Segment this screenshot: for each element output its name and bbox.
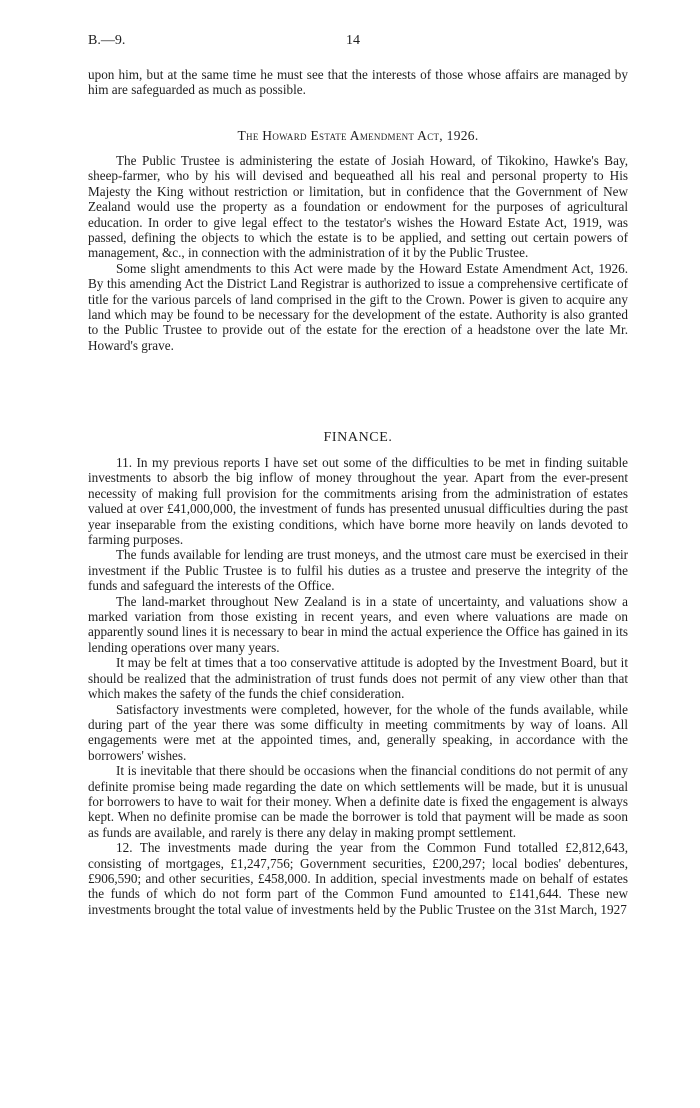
paragraph: It may be felt at times that a too conservative attitude is adopted by the Investment Board, but it should be realized that the administration of trust funds does not permit of any view other than that which makes the safety of the funds the chief consideration. [88,655,628,702]
paragraph: 12. The investments made during the year from the Common Fund totalled £2,812,643, consisting of mortgages, £1,247,756; Government securities, £200,297; local bodies' debentures, £906,590; and other securities, £458,000. In addition, special investments made on behalf of estates the funds of which do not form part of the Common Fund amounted to £141,644. These new investments brought the total value of investments held by the Public Trustee on the 31st March, 1927 [88,840,628,917]
howard-section-body [88,153,628,353]
document-code: B.—9. [88,33,126,48]
section-heading-finance: FINANCE. [323,430,393,445]
paragraph: 11. In my previous reports I have set out some of the difficulties to be met in finding suitable investments to absorb the big inflow of money throughout the year. Apart from the ever-present necessity of making full provision for the commitments arising from the administration of estates valued at over £41,000,000, the investment of funds has presented unusual difficulties during the past year inseparable from the existing conditions, which have borne more heavily on lands devoted to farming purposes. [88,455,628,548]
intro-text [88,67,628,98]
paragraph: Satisfactory investments were completed, however, for the whole of the funds available, while during part of the year there was some difficulty in meeting commitments by way of loans. All engagements were met at the appointed times, and, generally speaking, in accordance with the borrowers' wishes. [88,701,628,763]
page-header [88,33,628,51]
paragraph: The Public Trustee is administering the estate of Josiah Howard, of Tikokino, Hawke's Bay, sheep-farmer, who by his will devised and bequeathed all his real and personal property to His Majesty the King without restriction or limitation, but in confidence that the Government of New Zealand would use the property as a foundation or endowment for the purposes of agricultural education. In order to give legal effect to the testator's wishes the Howard Estate Act, 1919, was passed, defining the objects to which the estate is to be applied, and setting out certain powers of management, &c., in connection with the administration of it by the Public Trustee. [88,153,628,261]
paragraph: Some slight amendments to this Act were made by the Howard Estate Amendment Act, 1926. By this amending Act the District Land Registrar is authorized to issue a comprehensive certificate of title for the various parcels of land comprised in the gift to the Crown. Power is given to acquire any land which may be found to be necessary for the development of the estate. Authority is also granted to the Public Trustee to provide out of the estate for the erection of a headstone over the late Mr. Howard's grave. [88,260,628,353]
section-heading-howard: The Howard Estate Amendment Act, 1926. [237,128,479,143]
paragraph: The funds available for lending are trust moneys, and the utmost care must be exercised in their investment if the Public Trustee is to fulfil his duties as a trustee and preserve the integrity of the funds and safeguard the interests of the Office. [88,547,628,594]
paragraph: It is inevitable that there should be occasions when the financial conditions do not permit of any definite promise being made regarding the date on which settlements will be made, but it is unusual for borrowers to have to wait for their money. When a definite date is fixed the engagement is always kept. When no definite promise can be made the borrower is told that payment will be made as soon as funds are available, and rarely is there any delay in making prompt settlement. [88,763,628,840]
paragraph: The land-market throughout New Zealand is in a state of uncertainty, and valuations show a marked variation from those existing in recent years, and even where valuations are made on apparently sound lines it is necessary to bear in mind the actual experience the Office has gained in its lending operations over many years. [88,593,628,655]
finance-section-body [88,455,628,917]
page-number: 14 [346,33,360,48]
intro-paragraph: upon him, but at the same time he must see that the interests of those whose affairs are managed by him are safeguarded as much as possible. [88,67,628,98]
